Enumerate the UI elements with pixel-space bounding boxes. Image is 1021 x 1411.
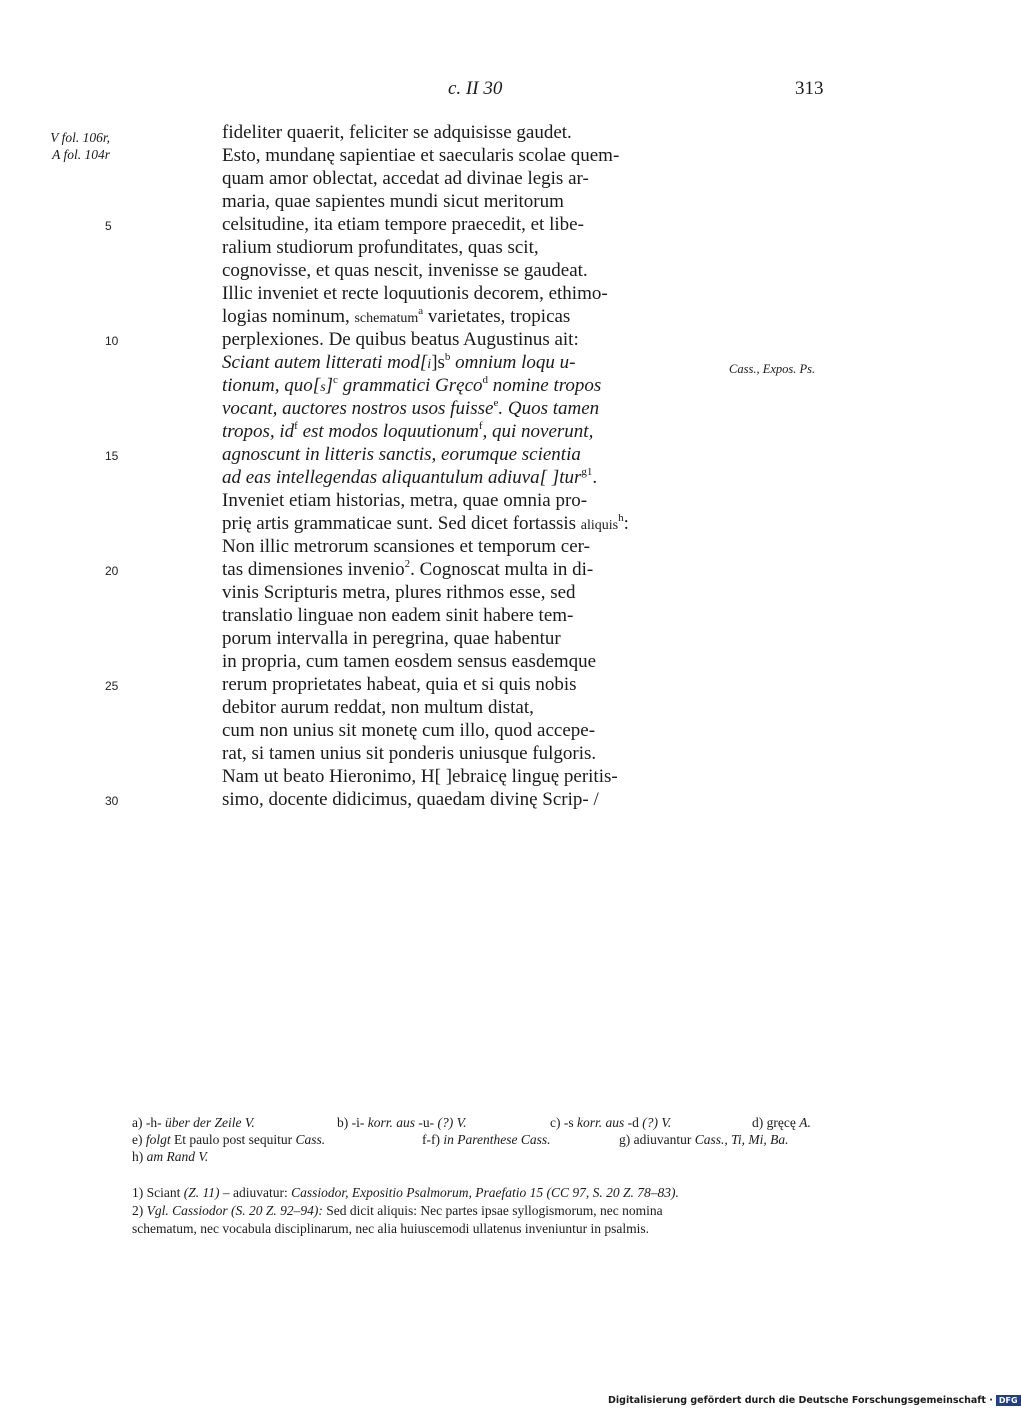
note-ref: Vgl. Cassiodor (S. 20 Z. 92–94): (146, 1203, 323, 1218)
footnote-marker: d (482, 373, 489, 386)
text-span: prię artis grammaticae sunt. Sed dicet fortassis (222, 513, 581, 534)
source-note (132, 1184, 825, 1202)
note-text: Sed dicit aliquis: Nec partes ipsae syllogismorum, nec nomina (322, 1203, 663, 1218)
quotation-line: agnoscunt in litteris sanctis, eorumque scientia (222, 444, 581, 465)
apparatus-entry (752, 1114, 811, 1131)
quotation-line (222, 420, 682, 443)
entry-note: in Parenthese Cass. (443, 1132, 551, 1147)
line-number: 10 (105, 334, 119, 348)
dfg-logo: DFG (996, 1395, 1021, 1406)
text-line: Illic inveniet et recte loquutionis decorem, ethimo- (222, 283, 608, 304)
entry-text: f-f) (422, 1132, 444, 1147)
apparatus-entry (619, 1131, 789, 1148)
text-span: , qui noverunt, (482, 421, 594, 442)
text-span: aliquis (580, 518, 619, 533)
apparatus-entry (132, 1114, 255, 1131)
folio-line: A fol. 104r (52, 147, 110, 162)
text-line: Esto, mundanę sapientiae et saecularis scolae quem- (222, 145, 620, 166)
apparatus-row (132, 1148, 825, 1165)
text-line: porum intervalla in peregrina, quae habentur (222, 628, 561, 649)
margin-source-reference: Cass., Expos. Ps. (729, 362, 816, 376)
text-line: ralium studiorum profunditates, quas scit, (222, 237, 539, 258)
folio-reference (20, 129, 110, 163)
text-span: . Quos tamen (498, 398, 600, 419)
text-span: est modos loquutionum (297, 421, 479, 442)
text-span: Sciant autem litterati mod[ (222, 352, 428, 373)
text-span: vocant, auctores nostros usos fuisse (222, 398, 494, 419)
chapter-title: c. II 30 (448, 78, 503, 99)
entry-note: A. (799, 1115, 811, 1130)
quotation-line (222, 466, 682, 489)
footnote-marker: f (478, 419, 483, 432)
entry-note: Cass. (295, 1132, 326, 1147)
footnote-marker: a (418, 304, 424, 317)
line-number: 5 (105, 219, 112, 233)
footnote-marker: b (444, 350, 451, 363)
text-span: tropos, id (222, 421, 295, 442)
text-line: rerum proprietates habeat, quia et si quis nobis (222, 674, 577, 695)
text-span: schematum (354, 311, 419, 326)
entry-text: -u- (415, 1115, 438, 1130)
note-text: 2) (132, 1203, 147, 1218)
entry-text: b) -i- (337, 1115, 368, 1130)
text-line: in propria, cum tamen eosdem sensus easdemque (222, 651, 597, 672)
entry-text: a) -h- (132, 1115, 165, 1130)
footnote-marker: e (493, 396, 499, 409)
text-line: debitor aurum reddat, non multum distat, (222, 697, 534, 718)
text-line: celsitudine, ita etiam tempore praecedit, et libe- (222, 214, 584, 235)
critical-apparatus (132, 1114, 825, 1165)
entry-note: (?) V. (642, 1115, 672, 1130)
text-line (222, 558, 682, 581)
apparatus-entry (422, 1131, 550, 1148)
quotation-line (222, 397, 682, 420)
text-span: tas dimensiones invenio (222, 559, 405, 580)
apparatus-entry (337, 1114, 467, 1131)
text-span: . (592, 467, 598, 488)
text-span: ]s (431, 352, 445, 373)
folio-line: V fol. 106r, (50, 130, 110, 145)
text-line: cognovisse, et quas nescit, invenisse se gaudeat. (222, 260, 588, 281)
quotation-line (222, 351, 682, 374)
entry-note: korr. aus (577, 1115, 625, 1130)
text-line (222, 305, 682, 328)
footer-text: Digitalisierung gefördert durch die Deutsche Forschungsgemeinschaft · (608, 1395, 993, 1406)
main-text (222, 121, 682, 811)
text-line: simo, docente didicimus, quaedam divinę Scrip- / (222, 789, 599, 810)
entry-note: folgt (145, 1132, 171, 1147)
quotation-line (222, 374, 682, 397)
apparatus-entry (132, 1148, 208, 1165)
footnote-marker: c (333, 373, 338, 386)
entry-note: (?) V. (437, 1115, 467, 1130)
text-line: translatio linguae non eadem sinit habere tem- (222, 605, 574, 626)
text-line: maria, quae sapientes mundi sicut meritorum (222, 191, 564, 212)
entry-text: h) (132, 1149, 147, 1164)
source-notes (132, 1184, 825, 1238)
apparatus-row (132, 1114, 825, 1131)
text-span: ] (325, 375, 334, 396)
text-span: s (320, 380, 326, 395)
text-span: ad eas intellegendas aliquantulum adiuva[ ]tur (222, 467, 582, 488)
line-number: 20 (105, 564, 119, 578)
text-line: Nam ut beato Hieronimo, H[ ]ebraicę linguę peritis- (222, 766, 618, 787)
source-note (132, 1202, 825, 1220)
entry-text: Et paulo post sequitur (170, 1132, 296, 1147)
footnote-marker: g1 (581, 465, 593, 478)
entry-text: c) -s (550, 1115, 577, 1130)
running-head (0, 78, 1000, 102)
text-line: fideliter quaerit, feliciter se adquisisse gaudet. (222, 122, 572, 143)
text-line: rat, si tamen unius sit ponderis uniusque fulgoris. (222, 743, 597, 764)
text-line: quam amor oblectat, accedat ad divinae legis ar- (222, 168, 589, 189)
entry-note: am Rand V. (146, 1149, 209, 1164)
text-line: vinis Scripturis metra, plures rithmos esse, sed (222, 582, 576, 603)
text-span: grammatici Gręco (337, 375, 483, 396)
apparatus-entry (550, 1114, 671, 1131)
entry-text: e) (132, 1132, 146, 1147)
note-ref: Cassiodor, Expositio Psalmorum, Praefatio 15 (CC 97, S. 20 Z. 78–83). (291, 1185, 679, 1200)
text-span: nomine tropos (488, 375, 602, 396)
text-span: omnium loqu u- (450, 352, 576, 373)
footer-credit (608, 1395, 1021, 1406)
entry-note: Cass., Ti, Mi, Ba. (694, 1132, 789, 1147)
footnote-marker: h (618, 511, 624, 524)
page-number: 313 (795, 78, 824, 99)
line-number: 25 (105, 679, 119, 693)
entry-text: -d (624, 1115, 643, 1130)
text-span: i (427, 357, 432, 372)
note-ref: (Z. 11) (183, 1185, 220, 1200)
text-line (222, 512, 682, 535)
text-line: perplexiones. De quibus beatus Augustinus ait: (222, 329, 579, 350)
line-number: 30 (105, 794, 119, 808)
text-span: : (623, 513, 629, 534)
note-text: – adiuvatur: (219, 1185, 292, 1200)
apparatus-row (132, 1131, 825, 1148)
text-line: Inveniet etiam historias, metra, quae omnia pro- (222, 490, 588, 511)
entry-text: d) gręcę (752, 1115, 800, 1130)
text-span: tionum, quo[ (222, 375, 321, 396)
text-span: . Cognoscat multa in di- (410, 559, 594, 580)
entry-note: über der Zeile V. (164, 1115, 255, 1130)
source-note-continuation: schematum, nec vocabula disciplinarum, nec alia huiuscemodi ullatenus inveniuntur in psalmis. (132, 1221, 649, 1236)
text-span: varietates, tropicas (423, 306, 571, 327)
footnote-marker: f (294, 419, 298, 432)
text-span: logias nominum, (222, 306, 355, 327)
text-line: cum non unius sit monetę cum illo, quod accepe- (222, 720, 596, 741)
line-number: 15 (105, 449, 119, 463)
apparatus-entry (132, 1131, 325, 1148)
text-line: Non illic metrorum scansiones et temporum cer- (222, 536, 590, 557)
entry-text: g) adiuvantur (619, 1132, 695, 1147)
entry-note: korr. aus (367, 1115, 416, 1130)
note-text: 1) Sciant (132, 1185, 184, 1200)
footnote-marker: 2 (404, 557, 411, 570)
